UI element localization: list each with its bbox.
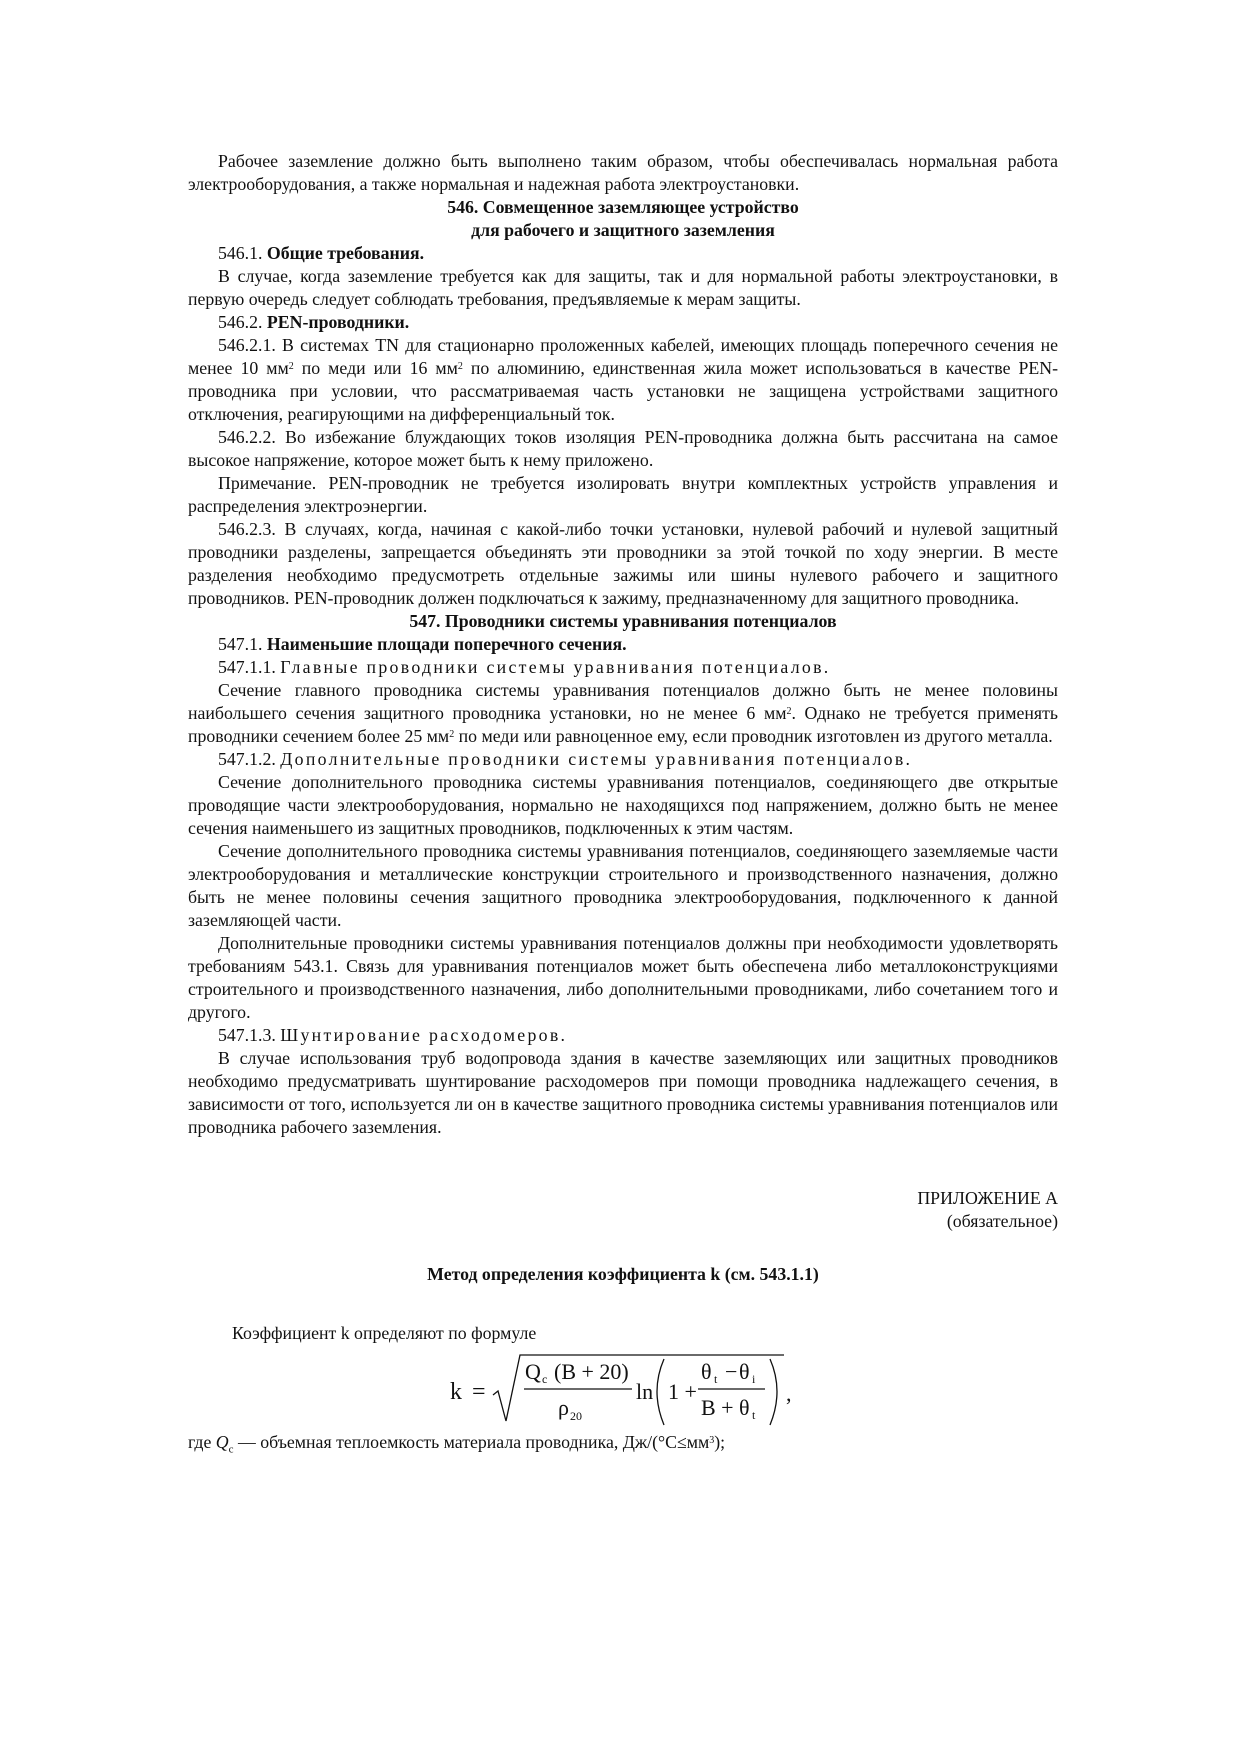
clause-547-1-2-text-2: Сечение дополнительного проводника системы уравнивания потенциалов, соединяющего заземляемые части электрооборудования и металлические конструкции строительного и производственного назначения, должно быть не менее половины сечения защитного проводника электрооборудования, подключенного к данной заземляющей части. [188,841,1058,930]
section-546-title-line1: 546. Совмещенное заземляющее устройство [447,197,799,217]
clause-547-1-1-heading [188,656,1058,679]
formula-one-plus: 1 + [668,1379,697,1404]
clause-547-1-2-heading [188,748,1058,771]
spacer [188,1139,1058,1187]
clause-547-1-2-text-1: Сечение дополнительного проводника системы уравнивания потенциалов, соединяющего две открытые проводящие части электрооборудования, нормально не находящихся под напряжением, должно быть не менее сечения наименьшего из защитных проводников, подключенных к этим частям. [188,772,1058,838]
formula-theta-i: θ [739,1359,750,1384]
clause-title: Шунтирование расходомеров. [280,1025,568,1045]
note-paragraph: Примечание. PEN-проводник не требуется изолировать внутри комплектных устройств управления и распределения электроэнергии. [188,473,1058,516]
formula-graphic [188,1349,1058,1431]
formula-rho: ρ [558,1395,569,1420]
formula-theta-t-denom-sub: t [752,1408,756,1422]
formula-ln: ln [636,1379,654,1404]
clause-547-1-heading [188,633,1058,656]
formula-theta-t: θ [701,1359,712,1384]
clause-546-2-1: 546.2.1. В системах TN для стационарно проложенных кабелей, имеющих площадь поперечного сечения не менее 10 $мм^2$ по меди или 16 $мм^2$ по алюминию, единственная жила может использоваться в качестве PEN-проводника при условии, что рассматриваемая часть установки не защищена устройствами защитного отключения, реагирующими на дифференциальный ток. [188,335,1058,424]
clause-number: 546.2. [218,312,263,332]
appendix-status: (обязательное) [946,1211,1058,1231]
formula-k: k [450,1379,462,1405]
spacer [188,1233,1058,1263]
clause-title: Общие требования. [266,243,425,263]
clause-number: 547.1. [218,634,263,654]
clause-546-2-heading [188,311,1058,334]
formula-Q: Q [525,1359,541,1384]
superscript: 2 [449,729,455,740]
clause-546-2-2: 546.2.2. Во избежание блуждающих токов изоляция PEN-проводника должна быть рассчитана на самое высокое напряжение, которое может быть к нему приложено. [188,427,1058,470]
var-Q: Q [215,1432,229,1452]
clause-547-1-3-heading [188,1024,1058,1047]
clause-title: Дополнительные проводники системы уравнивания потенциалов. [280,749,913,769]
var-Q-sub: c [228,1443,234,1456]
section-547-title: 547. Проводники системы уравнивания потенциалов [409,611,837,631]
formula-theta-t-denom: θ [739,1395,750,1420]
appendix-title: Метод определения коэффициента k (см. 543.1.1) [427,1264,819,1284]
clause-title: PEN-проводники. [266,312,410,332]
formula-Q-sub: c [542,1372,548,1386]
spacer [188,1286,1058,1322]
document-page [188,150,1058,1462]
intro-paragraph: Рабочее заземление должно быть выполнено таким образом, чтобы обеспечивалась нормальная работа электрооборудования, а также нормальная и надежная работа электроустановки. [188,151,1058,194]
clause-546-2-3: 546.2.3. В случаях, когда, начиная с какой-либо точки установки, нулевой рабочий и нулевой защитный проводники разделены, запрещается объединять эти проводники за этой точкой по ходу энергии. В месте разделения необходимо предусмотреть отдельные зажимы или шины нулевого рабочего и защитного проводников. PEN-проводник должен подключаться к зажиму, предназначенному для защитного проводника. [188,519,1058,608]
formula-rho-sub: 20 [570,1409,582,1423]
clause-546-1-text: В случае, когда заземление требуется как для защиты, так и для нормальной работы электроустановки, в первую очередь следует соблюдать требования, предъявляемые к мерам защиты. [188,266,1058,309]
clause-title: Главные проводники системы уравнивания потенциалов. [280,657,831,677]
appendix-label: ПРИЛОЖЕНИЕ А [917,1188,1058,1208]
clause-title: Наименьшие площади поперечного сечения. [266,634,627,654]
clause-546-1-heading [188,242,1058,265]
clause-547-1-3-text: В случае использования труб водопровода здания в качестве заземляющих или защитных проводников необходимо предусматривать шунтирование расходомеров при помощи проводника надлежащего сечения, в зависимости от того, используется ли он в качестве защитного проводника системы уравнивания потенциалов или проводника рабочего заземления. [188,1048,1058,1137]
clause-number: 546.1. [218,243,263,263]
formula-comma: , [786,1381,792,1406]
formula-B20: (B + 20) [554,1359,629,1384]
superscript: 2 [786,706,792,717]
clause-number: 547.1.1. [218,657,276,677]
formula-minus: − [725,1359,738,1384]
where-definition: где $Q_c$ — объемная теплоемкость материала проводника, $Дж/(^\circ С\le мм^3)$; [188,1432,726,1456]
left-paren [657,1359,664,1425]
formula-B-plus: B + [701,1395,734,1420]
clause-number: 547.1.2. [218,749,276,769]
section-546-title-line2: для рабочего и защитного заземления [471,220,775,240]
formula-intro: Коэффициент k определяют по формуле [232,1323,537,1343]
superscript: 3 [709,1435,715,1446]
clause-number: 547.1.3. [218,1025,276,1045]
formula-theta-t-sub: t [714,1372,718,1386]
superscript: 2 [457,361,463,372]
clause-547-1-1-text: Сечение главного проводника системы уравнивания потенциалов должно быть не менее половины наибольшего сечения защитного проводника установки, но не менее 6 $мм^2$. Однако не требуется применять проводники сечением более 25 $мм^2$ по меди или равноценное ему, если проводник изготовлен из другого металла. [188,680,1058,746]
clause-547-1-2-text-3: Дополнительные проводники системы уравнивания потенциалов должны при необходимости удовлетворять требованиям 543.1. Связь для уравнивания потенциалов может быть обеспечена либо металлоконструкциями строительного и производственного назначения, либо дополнительными проводниками, либо сочетанием того и другого. [188,933,1058,1022]
formula-equals: = [472,1379,486,1405]
superscript: 2 [288,361,294,372]
formula [188,1349,1058,1431]
formula-theta-i-sub: i [752,1372,756,1386]
right-paren [770,1359,777,1425]
